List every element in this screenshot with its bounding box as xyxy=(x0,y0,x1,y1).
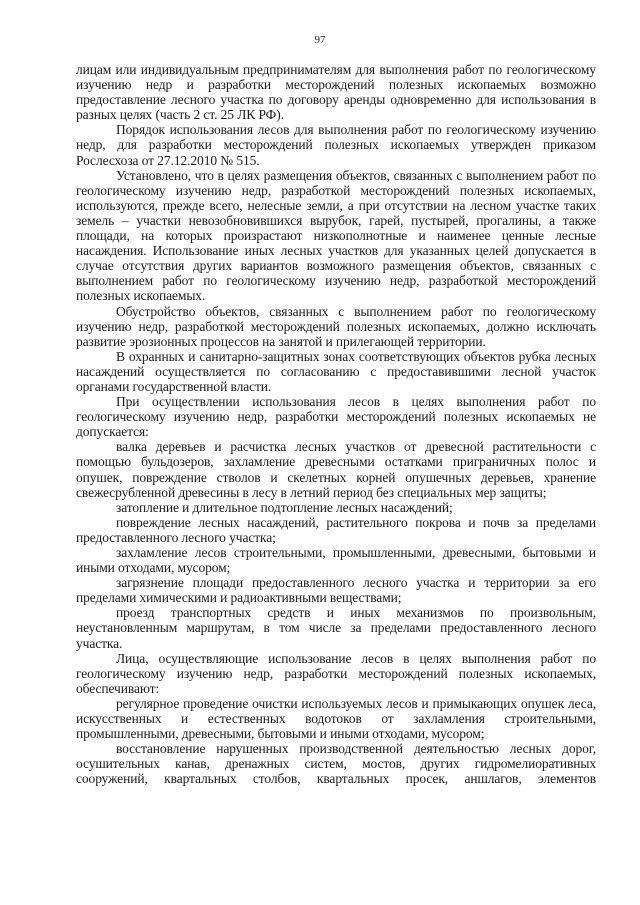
paragraph-placement-rules: Установлено, что в целях размещения объектов, связанных с выполнением работ по геологическому изучению недр, разработкой месторождений полезных ископаемых, используются, прежде всего, нелесные земли, а при отсутствии на лесном участке таких земель – участки невозобновившихся вырубок, гарей, пустырей, прогалины, а также площади, на которых произрастают низкополнотные и наименее ценные лесные насаждения. Использование иных лесных участков для указанных целей допускается в случае отсутствия других вариантов возможного размещения объектов, связанных с выполнением работ по геологическому изучению недр, разработкой месторождений полезных ископаемых. xyxy=(76,167,596,304)
body-text xyxy=(76,62,596,787)
list-item-bulldozer-clearing: валка деревьев и расчистка лесных участков от древесной растительности с помощью бульдозеров, захламление древесными остатками приграничных полос и опушек, повреждение стволов и скелетных корней опушечных деревьев, хранение свежесрубленной древесины в лесу в летний период без специальных мер защиты; xyxy=(76,439,596,500)
paragraph-lease-continuation: лицам или индивидуальным предпринимателям для выполнения работ по геологическому изучению недр и разработки месторождений полезных ископаемых возможно предоставление лесного участка по договору аренды одновременно для использования в разных целях (часть 2 ст. 25 ЛК РФ). xyxy=(76,62,596,123)
paragraph-usage-order: Порядок использования лесов для выполнения работ по геологическому изучению недр, для разработки месторождений полезных ископаемых утвержден приказом Рослесхоза от 27.12.2010 № 515. xyxy=(76,122,596,168)
page-number: 97 xyxy=(314,34,326,46)
list-item-vehicle-travel: проезд транспортных средств и иных механизмов по произвольным, неустановленным маршрутам, в том числе за пределами предоставленного лесного участка. xyxy=(76,605,596,651)
paragraph-prohibited-intro: При осуществлении использования лесов в целях выполнения работ по геологическому изучению недр, разработки месторождений полезных ископаемых не допускается: xyxy=(76,394,596,440)
paragraph-erosion: Обустройство объектов, связанных с выполнением работ по геологическому изучению недр, разработкой месторождений полезных ископаемых, должно исключать развитие эрозионных процессов на занятой и прилегающей территории. xyxy=(76,303,596,349)
list-item-restoration: восстановление нарушенных производственной деятельностью лесных дорог, осушительных канав, дренажных систем, мостов, других гидромелиоративных сооружений, квартальных столбов, квартальных просек, аншлагов, элементов xyxy=(76,741,596,787)
list-item-damage-outside: повреждение лесных насаждений, растительного покрова и почв за пределами предоставленного лесного участка; xyxy=(76,514,596,545)
list-item-littering: захламление лесов строительными, промышленными, древесными, бытовыми и иными отходами, мусором; xyxy=(76,545,596,576)
list-item-flooding: затопление и длительное подтопление лесных насаждений; xyxy=(116,499,453,515)
list-item-contamination: загрязнение площади предоставленного лесного участка и территории за его пределами химическими и радиоактивными веществами; xyxy=(76,575,596,606)
paragraph-obligations-intro: Лица, осуществляющие использование лесов в целях выполнения работ по геологическому изучению недр, разработки месторождений полезных ископаемых, обеспечивают: xyxy=(76,650,596,696)
paragraph-protection-zones: В охранных и санитарно-защитных зонах соответствующих объектов рубка лесных насаждений осуществляется по согласованию с предоставившими лесной участок органами государственной власти. xyxy=(76,348,596,394)
list-item-cleaning: регулярное проведение очистки используемых лесов и примыкающих опушек леса, искусственных и естественных водотоков от захламления строительными, промышленными, древесными, бытовыми и иными отходами, мусором; xyxy=(76,695,596,742)
